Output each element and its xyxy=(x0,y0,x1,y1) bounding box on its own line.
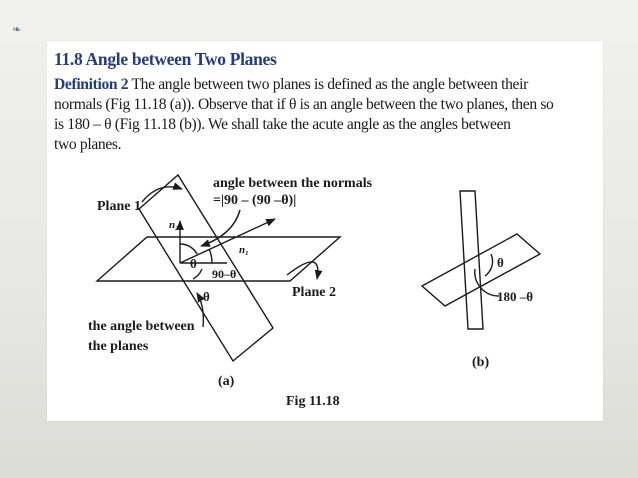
paragraph-line-1-text: The angle between two planes is defined as the angle between their xyxy=(128,76,528,93)
planes-caption-line-1: the angle between xyxy=(88,319,195,334)
ninety-minus-theta-label: 90–θ xyxy=(212,267,237,281)
fig-b-angle-arc-theta xyxy=(485,254,493,276)
normal-n2-label: n₂ xyxy=(169,219,179,231)
section-title: 11.8 Angle between Two Planes xyxy=(54,49,277,69)
planes-caption-line-2: the planes xyxy=(88,339,149,354)
angle-arc-90-minus-theta xyxy=(209,249,212,263)
plane-2-label: Plane 2 xyxy=(292,285,336,300)
figure-caption: Fig 11.18 xyxy=(286,394,340,409)
theta-lower-label: θ xyxy=(203,289,210,304)
paragraph-line-2: normals (Fig 11.18 (a)). Observe that if θ is an angle between the two planes, then so xyxy=(54,96,554,113)
paragraph-line-3: is 180 – θ (Fig 11.18 (b)). We shall take the acute angle as the angles between xyxy=(54,116,511,133)
figure-a-sublabel: (a) xyxy=(218,374,235,389)
normals-caption-line-1: angle between the normals xyxy=(213,176,373,191)
dingbat-bullet-icon: ❧ xyxy=(12,23,22,36)
figure-11-18 xyxy=(47,41,603,421)
fig-b-theta-label: θ xyxy=(497,255,504,270)
normal-n1-label: n₁ xyxy=(239,244,249,256)
paragraph-line-4: two planes. xyxy=(54,136,122,153)
figure-b-sublabel: (b) xyxy=(472,355,490,370)
theta-upper-label: θ xyxy=(190,256,197,271)
normals-pointer-arrow xyxy=(201,210,240,246)
plane-1-label: Plane 1 xyxy=(97,199,141,214)
fig-b-plane-1 xyxy=(460,191,483,329)
angle-arc-upper xyxy=(180,244,197,254)
normals-caption-line-2: =|90 – (90 –θ)| xyxy=(213,193,297,208)
textbook-page xyxy=(47,41,603,421)
definition-label: Definition 2 xyxy=(54,76,129,93)
fig-b-supplement-label: 180 –θ xyxy=(497,289,534,304)
